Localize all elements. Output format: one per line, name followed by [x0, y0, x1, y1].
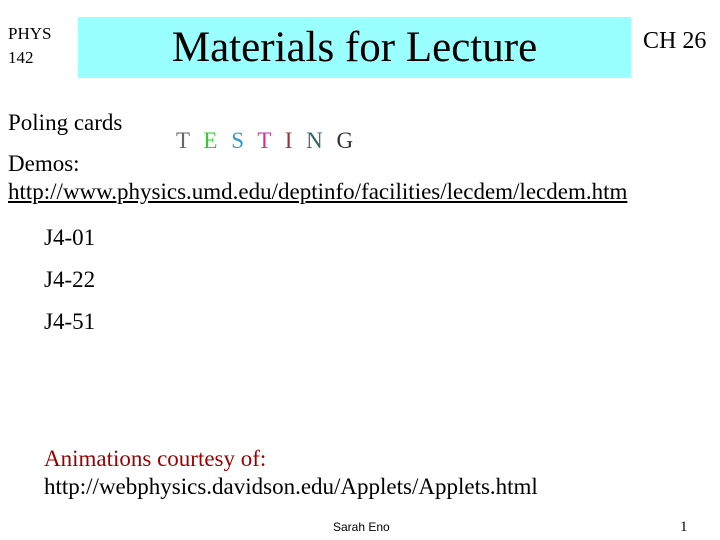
slide-number: 1: [680, 519, 688, 535]
testing-letter-7: G: [336, 128, 358, 153]
testing-letter-2: E: [203, 128, 222, 153]
demos-link[interactable]: http://www.physics.umd.edu/deptinfo/facilities/lecdem/lecdem.htm: [8, 179, 628, 204]
testing-banner: [176, 127, 357, 155]
demo-item-j4-01: J4-01: [44, 225, 96, 250]
testing-letter-5: I: [284, 128, 297, 153]
demos-label: Demos:: [8, 151, 80, 176]
animation-credits: [44, 445, 538, 501]
testing-letter-3: S: [231, 128, 248, 153]
course-number: 142: [8, 48, 34, 67]
testing-letter-4: T: [257, 128, 275, 153]
author-footer: Sarah Eno: [333, 520, 390, 534]
testing-letter-1: T: [176, 128, 194, 153]
course-code: [8, 22, 51, 70]
poling-cards-label: Poling cards: [8, 110, 123, 135]
credits-label: Animations courtesy of:: [44, 446, 267, 471]
demo-item-j4-51: J4-51: [44, 309, 96, 334]
credits-url: http://webphysics.davidson.edu/Applets/Applets.html: [44, 474, 538, 499]
page-title: Materials for Lecture: [171, 24, 538, 71]
course-subject: PHYS: [8, 24, 52, 43]
testing-letter-6: N: [306, 128, 327, 153]
chapter-label: CH 26: [643, 28, 707, 54]
demo-item-j4-22: J4-22: [44, 267, 96, 292]
title-banner: [78, 17, 631, 78]
